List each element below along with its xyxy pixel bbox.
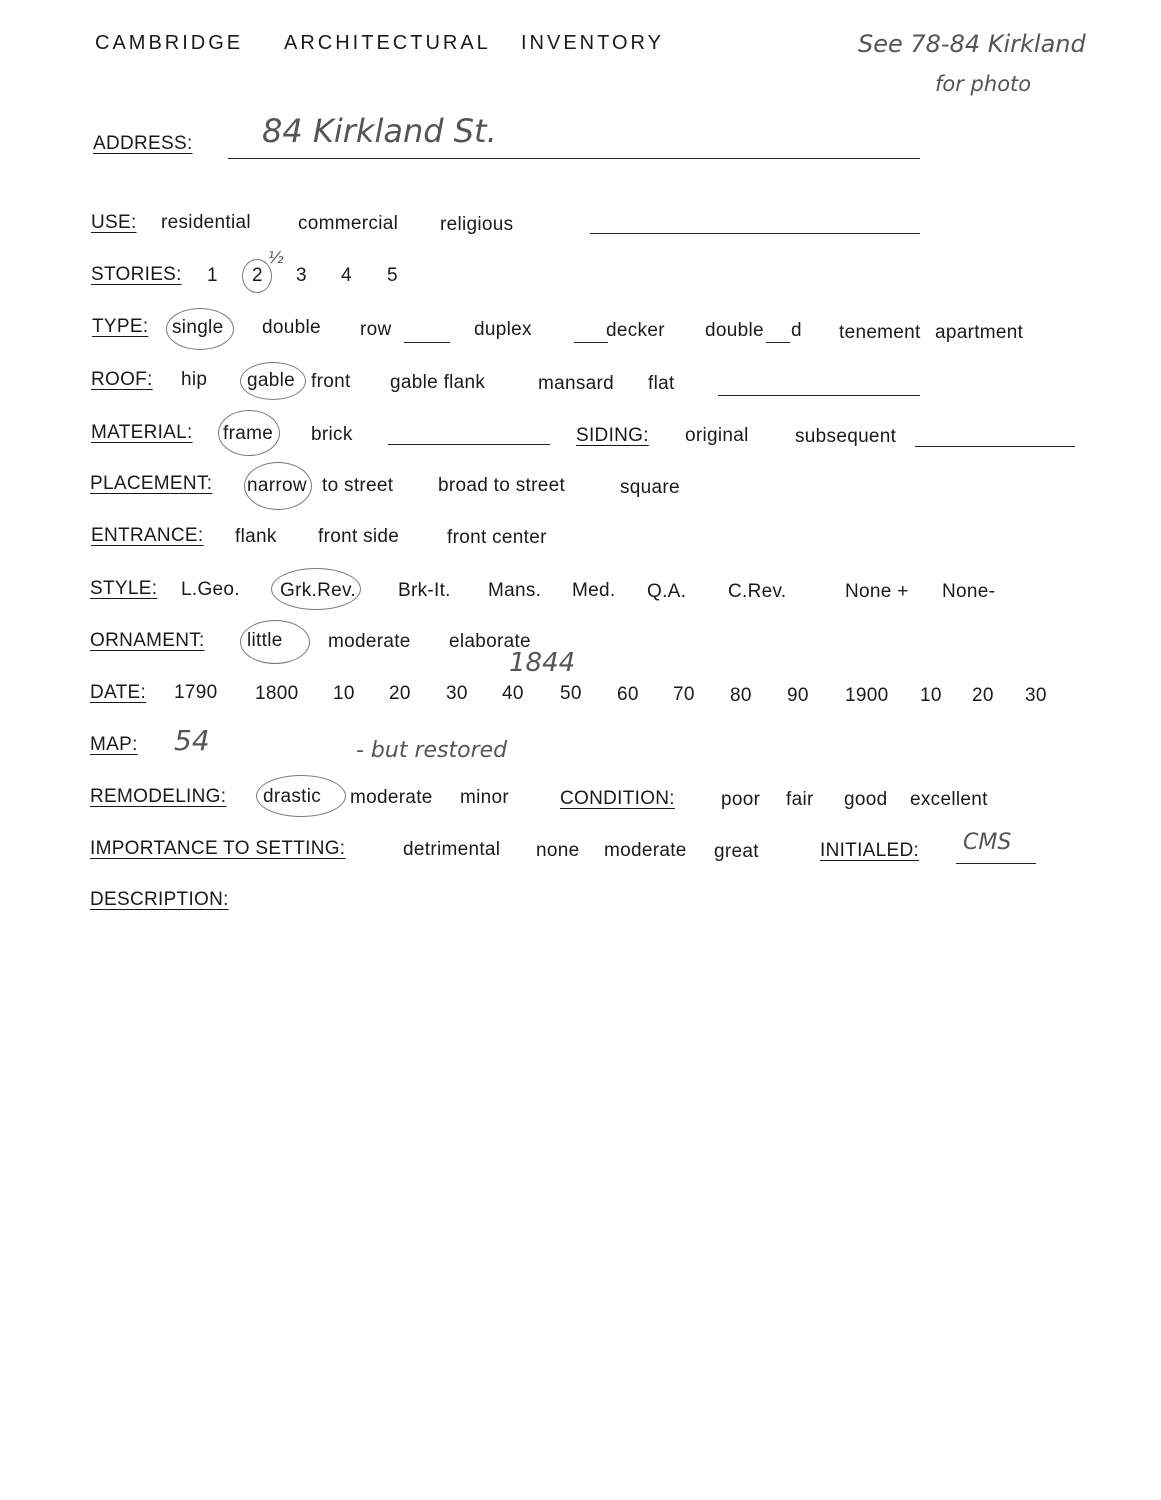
entrance-option-front-side: front side bbox=[318, 526, 400, 547]
ornament-option-elaborate: elaborate bbox=[449, 631, 531, 652]
roof-option-gable-flank: gable flank bbox=[390, 372, 486, 393]
date-option-1920: 20 bbox=[972, 685, 994, 706]
roof-option-front: front bbox=[311, 371, 351, 392]
type-option-d: d bbox=[791, 320, 802, 341]
use-option-religious: religious bbox=[440, 214, 514, 235]
form-title-cambridge: CAMBRIDGE bbox=[95, 32, 244, 54]
material-other-line bbox=[388, 444, 550, 445]
style-option-grk-rev: Grk.Rev. bbox=[280, 580, 356, 601]
remodeling-option-moderate: moderate bbox=[350, 787, 433, 808]
type-option-double-decker: double bbox=[705, 320, 764, 341]
initialed-line bbox=[956, 863, 1036, 864]
entrance-option-flank: flank bbox=[235, 526, 277, 547]
style-option-none-plus: None + bbox=[845, 581, 909, 602]
condition-label: CONDITION: bbox=[560, 788, 675, 809]
remodeling-option-drastic: drastic bbox=[263, 786, 322, 807]
style-option-q-a: Q.A. bbox=[647, 581, 687, 602]
style-option-c-rev: C.Rev. bbox=[728, 581, 787, 602]
type-option-decker: decker bbox=[606, 320, 665, 341]
type-option-row: row bbox=[360, 319, 392, 340]
date-option-1910: 10 bbox=[920, 685, 942, 706]
date-option-80: 80 bbox=[730, 685, 752, 706]
date-option-20: 20 bbox=[389, 683, 411, 704]
roof-option-gable: gable bbox=[247, 370, 295, 391]
date-option-30: 30 bbox=[446, 683, 468, 704]
roof-option-flat: flat bbox=[648, 373, 675, 394]
use-option-residential: residential bbox=[161, 212, 251, 233]
condition-option-excellent: excellent bbox=[910, 789, 988, 810]
style-option-none-minus: None- bbox=[942, 581, 996, 602]
ornament-option-little: little bbox=[247, 630, 283, 651]
importance-label: IMPORTANCE TO SETTING: bbox=[90, 838, 346, 859]
date-option-10: 10 bbox=[333, 683, 355, 704]
remodeling-note: - but restored bbox=[356, 738, 508, 763]
date-option-60: 60 bbox=[617, 684, 639, 705]
style-option-brk-it: Brk-It. bbox=[398, 580, 451, 601]
type-option-apartment: apartment bbox=[935, 322, 1024, 343]
address-label: ADDRESS: bbox=[93, 133, 193, 154]
remodeling-label: REMODELING: bbox=[90, 786, 227, 807]
placement-option-square: square bbox=[620, 477, 680, 498]
siding-label: SIDING: bbox=[576, 425, 649, 446]
photo-note-line1: See 78-84 Kirkland bbox=[858, 30, 1086, 58]
condition-option-good: good bbox=[844, 789, 888, 810]
date-option-1790: 1790 bbox=[174, 682, 218, 703]
use-label: USE: bbox=[91, 212, 137, 233]
stories-label: STORIES: bbox=[91, 264, 182, 285]
roof-other-line bbox=[718, 395, 920, 396]
date-note: 1844 bbox=[509, 648, 576, 678]
initialed-value: CMS bbox=[963, 830, 1012, 855]
type-double-d-line bbox=[766, 342, 790, 343]
use-other-line bbox=[590, 233, 920, 234]
stories-option-5: 5 bbox=[387, 265, 398, 286]
map-value: 54 bbox=[174, 724, 210, 757]
date-option-70: 70 bbox=[673, 684, 695, 705]
stories-option-1: 1 bbox=[207, 265, 218, 286]
stories-option-3: 3 bbox=[296, 265, 307, 286]
date-option-1900: 1900 bbox=[845, 685, 889, 706]
placement-option-narrow: narrow bbox=[247, 475, 307, 496]
type-row-line bbox=[404, 342, 450, 343]
date-option-40: 40 bbox=[502, 683, 524, 704]
date-option-1800: 1800 bbox=[255, 683, 299, 704]
stories-half-note: ½ bbox=[268, 248, 284, 267]
importance-option-none: none bbox=[536, 840, 580, 861]
description-label: DESCRIPTION: bbox=[90, 889, 229, 910]
placement-option-to-street: to street bbox=[322, 475, 394, 496]
importance-option-moderate: moderate bbox=[604, 840, 687, 861]
entrance-label: ENTRANCE: bbox=[91, 525, 204, 546]
type-option-tenement: tenement bbox=[839, 322, 921, 343]
importance-option-great: great bbox=[714, 841, 759, 862]
roof-option-mansard: mansard bbox=[538, 373, 615, 394]
address-line bbox=[228, 158, 920, 159]
siding-option-original: original bbox=[685, 425, 749, 446]
form-title-inventory: INVENTORY bbox=[521, 32, 664, 54]
style-option-mans: Mans. bbox=[488, 580, 542, 601]
material-option-brick: brick bbox=[311, 424, 353, 445]
date-option-90: 90 bbox=[787, 685, 809, 706]
style-label: STYLE: bbox=[90, 578, 158, 599]
type-option-single: single bbox=[172, 317, 224, 338]
date-option-1930: 30 bbox=[1025, 685, 1047, 706]
roof-label: ROOF: bbox=[91, 369, 153, 390]
siding-option-subsequent: subsequent bbox=[795, 426, 897, 447]
roof-option-hip: hip bbox=[181, 369, 208, 390]
material-option-frame: frame bbox=[223, 423, 274, 444]
condition-option-fair: fair bbox=[786, 789, 814, 810]
material-label: MATERIAL: bbox=[91, 422, 193, 443]
ornament-label: ORNAMENT: bbox=[90, 630, 205, 651]
remodeling-option-minor: minor bbox=[460, 787, 510, 808]
ornament-option-moderate: moderate bbox=[328, 631, 411, 652]
use-option-commercial: commercial bbox=[298, 213, 399, 234]
stories-option-2: 2 bbox=[252, 265, 263, 286]
importance-option-detrimental: detrimental bbox=[403, 839, 501, 860]
stories-option-4: 4 bbox=[341, 265, 352, 286]
initialed-label: INITIALED: bbox=[820, 840, 920, 861]
placement-label: PLACEMENT: bbox=[90, 473, 213, 494]
date-option-50: 50 bbox=[560, 683, 582, 704]
style-option-med: Med. bbox=[572, 580, 616, 601]
type-option-double: double bbox=[262, 317, 321, 338]
condition-option-poor: poor bbox=[721, 789, 761, 810]
siding-other-line bbox=[915, 446, 1075, 447]
style-option-l-geo: L.Geo. bbox=[181, 579, 240, 600]
address-value: 84 Kirkland St. bbox=[262, 112, 497, 150]
type-option-duplex: duplex bbox=[474, 319, 532, 340]
placement-option-broad: broad to street bbox=[438, 475, 566, 496]
date-label: DATE: bbox=[90, 682, 147, 703]
type-label: TYPE: bbox=[92, 316, 149, 337]
form-title-architectural: ARCHITECTURAL bbox=[284, 32, 491, 54]
entrance-option-front-center: front center bbox=[447, 527, 547, 548]
photo-note-line2: for photo bbox=[935, 72, 1032, 96]
map-label: MAP: bbox=[90, 734, 138, 755]
type-decker-line bbox=[574, 342, 608, 343]
